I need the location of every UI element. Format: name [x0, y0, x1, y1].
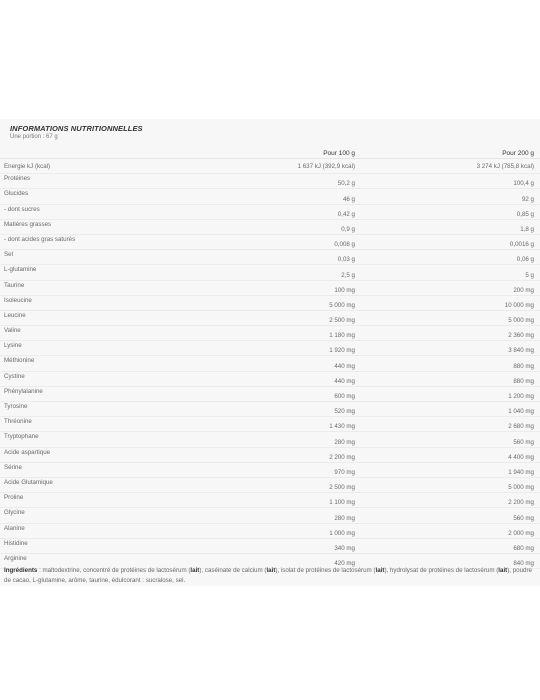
nutrient-name: Matières grasses: [0, 219, 250, 234]
table-row: [0, 295, 540, 310]
nutrient-name: - dont acides gras saturés: [0, 234, 250, 249]
value-per-100g: 2,5 g: [250, 265, 361, 280]
nutrient-name: Isoleucine: [0, 295, 250, 310]
value-per-200g: 2 680 mg: [361, 417, 540, 432]
value-per-200g: 1 940 mg: [361, 462, 540, 477]
nutrient-name: Glucides: [0, 189, 250, 204]
value-per-200g: 2 360 mg: [361, 326, 540, 341]
value-per-200g: 5 g: [361, 265, 540, 280]
table-row: [0, 159, 540, 174]
table-row: [0, 341, 540, 356]
value-per-100g: 50,2 g: [250, 174, 361, 189]
table-row: [0, 538, 540, 553]
value-per-100g: 420 mg: [250, 553, 361, 568]
value-per-100g: 0,03 g: [250, 250, 361, 265]
value-per-100g: 1 430 mg: [250, 417, 361, 432]
value-per-100g: 440 mg: [250, 356, 361, 371]
value-per-100g: 100 mg: [250, 280, 361, 295]
nutrient-name: Thréonine: [0, 417, 250, 432]
value-per-200g: 1,8 g: [361, 219, 540, 234]
table-row: [0, 234, 540, 249]
column-header-nutrient: [0, 143, 250, 159]
column-header-per-100g: Pour 100 g: [250, 143, 361, 159]
value-per-100g: 600 mg: [250, 386, 361, 401]
ingredients-segment: ), isolat de protéines de lactosérum (: [275, 567, 376, 574]
value-per-200g: 680 mg: [361, 538, 540, 553]
value-per-100g: 1 180 mg: [250, 326, 361, 341]
nutrient-name: Proline: [0, 493, 250, 508]
table-row: [0, 219, 540, 234]
serving-size: Une portion : 67 g: [10, 134, 58, 140]
nutrient-name: Tyrosine: [0, 402, 250, 417]
allergen-highlight: lait: [498, 567, 508, 574]
value-per-200g: 560 mg: [361, 432, 540, 447]
value-per-100g: 1 920 mg: [250, 341, 361, 356]
ingredients-segment: ), caséinate de calcium (: [199, 567, 267, 574]
value-per-100g: 280 mg: [250, 508, 361, 523]
value-per-200g: 2 000 mg: [361, 523, 540, 538]
nutrient-name: Energie kJ (kcal): [0, 159, 250, 174]
ingredients-segment: ), poudre de cacao, L-glutamine, arôme, taurine, édulcorant : sucralose, sel.: [4, 567, 532, 584]
value-per-100g: 0,9 g: [250, 219, 361, 234]
nutrient-name: Acide Glutamique: [0, 477, 250, 492]
value-per-200g: 200 mg: [361, 280, 540, 295]
table-row: [0, 493, 540, 508]
value-per-200g: 5 000 mg: [361, 477, 540, 492]
table-row: [0, 402, 540, 417]
nutrient-name: Sérine: [0, 462, 250, 477]
value-per-100g: 0,42 g: [250, 204, 361, 219]
value-per-100g: 1 000 mg: [250, 523, 361, 538]
table-row: [0, 432, 540, 447]
ingredients-segment: : maltodextrine, concentré de protéines de lactosérum (: [37, 567, 191, 574]
table-row: [0, 523, 540, 538]
value-per-100g: 2 200 mg: [250, 447, 361, 462]
nutrient-name: Histidine: [0, 538, 250, 553]
table-row: [0, 447, 540, 462]
nutrient-name: Glycine: [0, 508, 250, 523]
value-per-100g: 0,008 g: [250, 234, 361, 249]
value-per-200g: 0,06 g: [361, 250, 540, 265]
table-row: [0, 204, 540, 219]
value-per-200g: 2 200 mg: [361, 493, 540, 508]
table-row: [0, 477, 540, 492]
value-per-200g: 560 mg: [361, 508, 540, 523]
nutrient-name: Acide aspartique: [0, 447, 250, 462]
value-per-200g: 5 000 mg: [361, 310, 540, 325]
nutrition-table: [0, 143, 540, 569]
ingredients-label: Ingrédients: [4, 567, 38, 574]
table-row: [0, 386, 540, 401]
table-row: [0, 189, 540, 204]
table-row: [0, 250, 540, 265]
ingredients-segment: ), hydrolysat de protéines de lactosérum (: [384, 567, 499, 574]
value-per-200g: 10 000 mg: [361, 295, 540, 310]
table-row: [0, 371, 540, 386]
nutrient-name: L-glutamine: [0, 265, 250, 280]
nutrient-name: Leucine: [0, 310, 250, 325]
table-row: [0, 462, 540, 477]
nutrient-name: Lysine: [0, 341, 250, 356]
table-row: [0, 356, 540, 371]
value-per-100g: 2 500 mg: [250, 477, 361, 492]
nutrient-name: - dont sucres: [0, 204, 250, 219]
value-per-200g: 1 200 mg: [361, 386, 540, 401]
value-per-100g: 440 mg: [250, 371, 361, 386]
allergen-highlight: lait: [190, 567, 200, 574]
panel-title: INFORMATIONS NUTRITIONNELLES: [10, 124, 143, 133]
value-per-200g: 100,4 g: [361, 174, 540, 189]
value-per-100g: 2 500 mg: [250, 310, 361, 325]
ingredients-list: [4, 567, 532, 584]
value-per-200g: 840 mg: [361, 553, 540, 568]
value-per-200g: 92 g: [361, 189, 540, 204]
table-row: [0, 508, 540, 523]
table-row: [0, 417, 540, 432]
table-body: [0, 159, 540, 569]
table-row: [0, 174, 540, 189]
table-row: [0, 310, 540, 325]
value-per-200g: 880 mg: [361, 371, 540, 386]
table-row: [0, 326, 540, 341]
value-per-200g: 1 040 mg: [361, 402, 540, 417]
value-per-100g: 280 mg: [250, 432, 361, 447]
column-header-per-200g: Pour 200 g: [361, 143, 540, 159]
table-header-row: [0, 143, 540, 159]
value-per-100g: 520 mg: [250, 402, 361, 417]
nutrient-name: Sel: [0, 250, 250, 265]
nutrient-name: Arginine: [0, 553, 250, 568]
table-row: [0, 280, 540, 295]
allergen-highlight: lait: [266, 567, 276, 574]
nutrient-name: Alanine: [0, 523, 250, 538]
value-per-200g: 0,0016 g: [361, 234, 540, 249]
nutrient-name: Valine: [0, 326, 250, 341]
nutrient-name: Méthionine: [0, 356, 250, 371]
value-per-100g: 1 637 kJ (392,9 kcal): [250, 159, 361, 174]
value-per-100g: 970 mg: [250, 462, 361, 477]
value-per-200g: 4 400 mg: [361, 447, 540, 462]
allergen-highlight: lait: [375, 567, 385, 574]
value-per-200g: 3 274 kJ (785,8 kcal): [361, 159, 540, 174]
nutrient-name: Tryptophane: [0, 432, 250, 447]
nutrient-name: Taurine: [0, 280, 250, 295]
nutrient-name: Protéines: [0, 174, 250, 189]
value-per-200g: 3 840 mg: [361, 341, 540, 356]
value-per-100g: 46 g: [250, 189, 361, 204]
ingredients-text: [4, 566, 536, 585]
nutrient-name: Phénylalanine: [0, 386, 250, 401]
value-per-200g: 0,85 g: [361, 204, 540, 219]
table-row: [0, 265, 540, 280]
value-per-100g: 5 000 mg: [250, 295, 361, 310]
value-per-200g: 880 mg: [361, 356, 540, 371]
value-per-100g: 1 100 mg: [250, 493, 361, 508]
nutrient-name: Cystine: [0, 371, 250, 386]
value-per-100g: 340 mg: [250, 538, 361, 553]
